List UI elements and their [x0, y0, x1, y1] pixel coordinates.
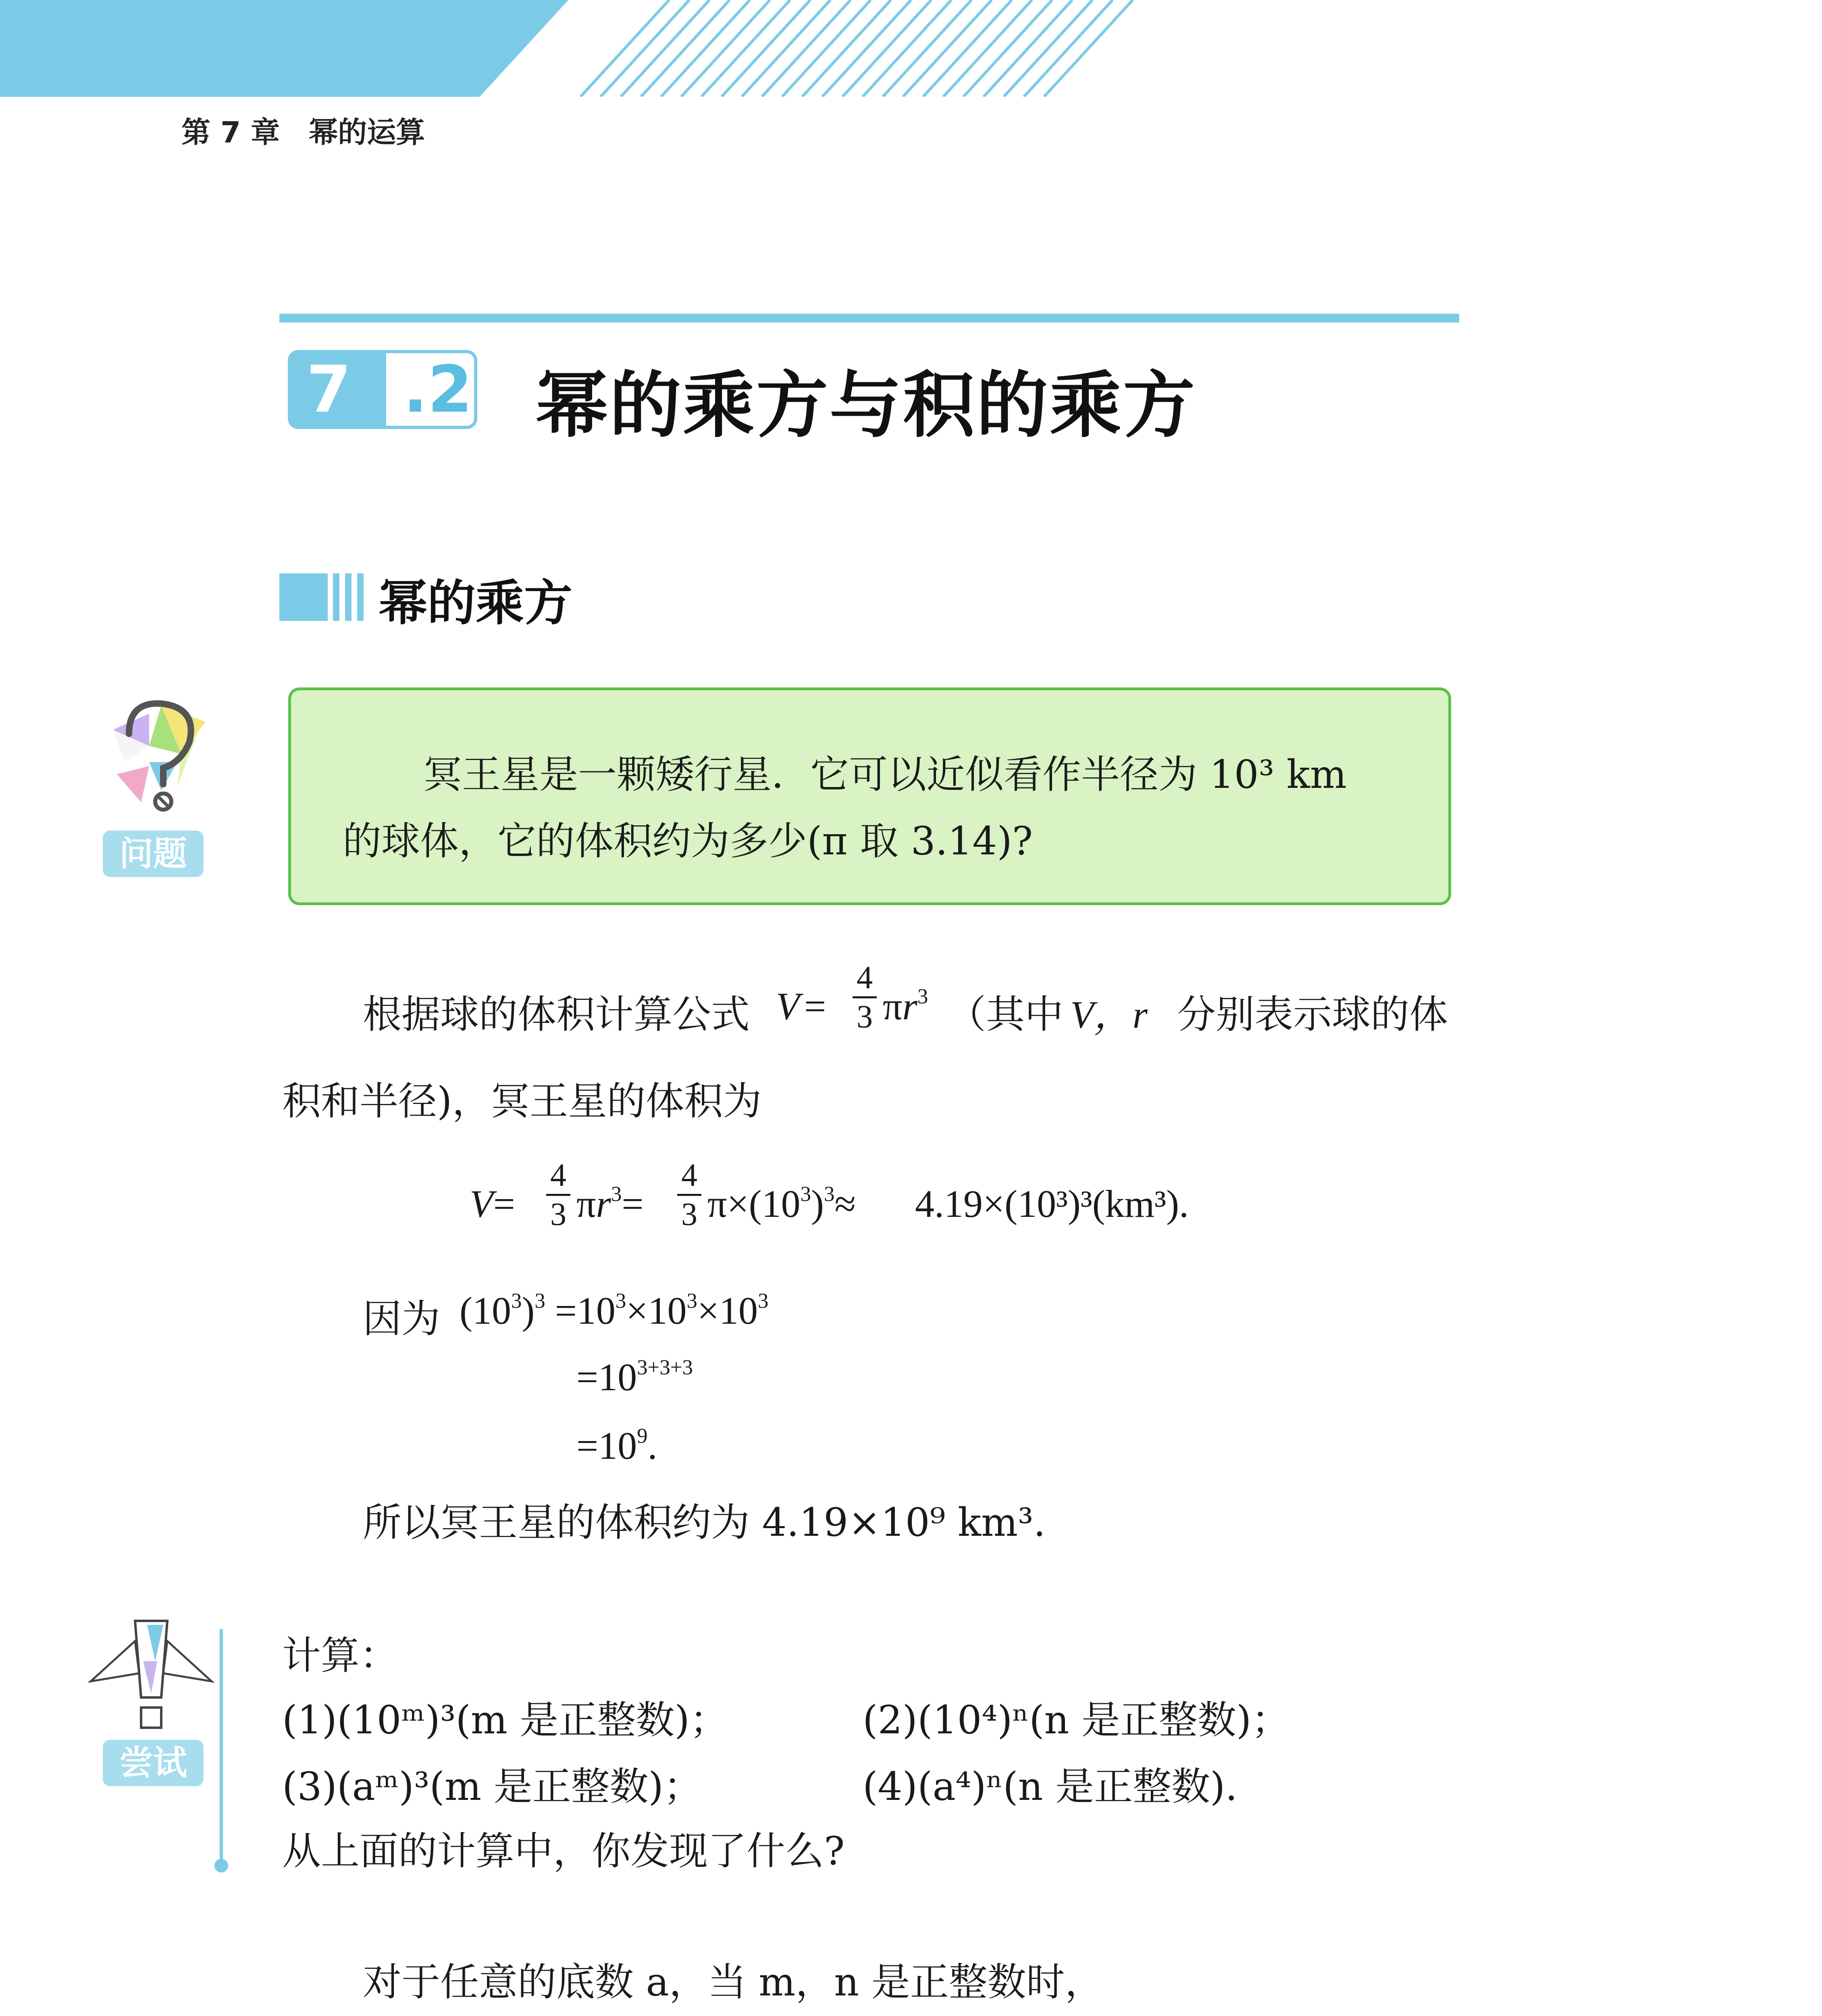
paragraph-2: 积和半径)，冥王星的体积为: [282, 1079, 762, 1124]
subsection-stripe: [333, 573, 339, 621]
subsection-title: 幂的乘方: [379, 575, 572, 631]
because-line-2: $=10^{3+3+3}$: [576, 1356, 693, 1399]
conclusion-text: 所以冥王星的体积约为 4.19×10⁹ km³.: [363, 1500, 1046, 1545]
try-item-3: (3)(aᵐ)³(m 是正整数)；: [282, 1764, 702, 1809]
header-band: [0, 0, 1822, 97]
fraction-4-3-b: 4 3: [546, 1159, 570, 1231]
because-line-1: $(10^3)^3 =10^3\times 10^3\times 10^3$: [460, 1289, 769, 1332]
subsection-stripe: [357, 573, 364, 621]
try-item-4: (4)(a⁴)ⁿ(n 是正整数).: [863, 1764, 1238, 1809]
try-heading: 计算：: [282, 1633, 398, 1678]
chapter-heading: 第 7 章 幂的运算: [181, 115, 425, 149]
because-line-3: $=10^9$.: [576, 1424, 657, 1467]
section-number-sub: .2: [403, 352, 473, 427]
problem-line-1: 冥王星是一颗矮行星．它可以近似看作半径为 10³ km: [423, 752, 1347, 797]
eq-v-rhs-1: $\pi\times(10^3)^3\approx$: [707, 1182, 856, 1225]
exclamation-icon: [87, 1617, 216, 1738]
try-rule-dot: [214, 1859, 228, 1872]
subsection-stripe: [345, 573, 352, 621]
section-number-main: 7: [306, 352, 352, 427]
eq-v-mid: $\pi r^3=$: [576, 1182, 644, 1225]
problem-line-2: 的球体，它的体积约为多少(π 取 3.14)?: [343, 818, 1033, 864]
var-v: V，r: [1070, 993, 1148, 1036]
try-rule: [220, 1629, 223, 1867]
try-badge: 尝试: [103, 1740, 204, 1786]
formula-v: V: [776, 985, 800, 1028]
try-item-2: (2)(10⁴)ⁿ(n 是正整数)；: [863, 1697, 1290, 1743]
brace-top-label: [907, 2012, 969, 2016]
title-rule: [279, 314, 1459, 323]
section-title: 幂的乘方与积的乘方: [536, 364, 1196, 447]
try-item-1: (1)(10ᵐ)³(m 是正整数)；: [282, 1697, 728, 1743]
problem-badge: 问题: [103, 831, 204, 877]
eq-v-lhs: V=: [470, 1182, 515, 1225]
equals-sign: =: [804, 985, 826, 1028]
paragraph-1a: 根据球的体积计算公式: [363, 992, 750, 1037]
try-question: 从上面的计算中，你发现了什么?: [282, 1829, 845, 1874]
paragraph-1b: （其中: [947, 992, 1063, 1037]
question-mark-icon: [101, 698, 218, 823]
formula-pi-r3: $\pi r^3$: [883, 985, 928, 1028]
fraction-4-3-c: 4 3: [677, 1159, 701, 1231]
derivation-intro: 对于任意的底数 a，当 m，n 是正整数时，: [363, 1960, 1104, 2005]
paragraph-1c: 分别表示球的体: [1177, 992, 1448, 1037]
because-label: 因为: [363, 1296, 440, 1341]
eq-v-rhs-2: 4.19×(10³)³(km³).: [915, 1182, 1189, 1225]
subsection-marker: [279, 573, 328, 621]
fraction-4-3: 4 3: [853, 962, 877, 1033]
